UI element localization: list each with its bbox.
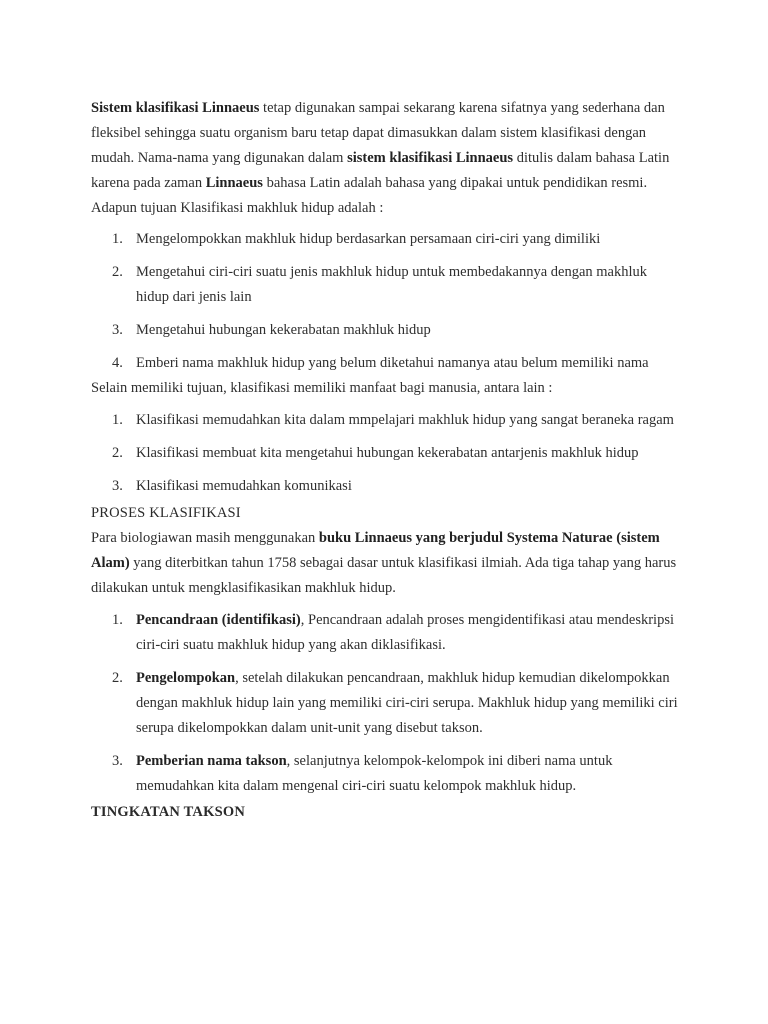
list-number: 2. xyxy=(112,445,123,461)
text-run: Klasifikasi memudahkan komunikasi xyxy=(136,478,352,494)
bold-text: Linnaeus xyxy=(205,175,263,191)
list-number: 3. xyxy=(112,322,123,338)
list-item xyxy=(91,408,683,433)
text-run: , selanjutnya kelompok-kelompok ini diberi nama untuk memudahkan kita dalam mengenal ciri-ciri suatu kelompok makhluk hidup. xyxy=(136,753,613,794)
list-number: 1. xyxy=(112,612,123,628)
list-number: 1. xyxy=(112,231,123,247)
text-run: Para biologiawan masih menggunakan xyxy=(91,530,319,546)
heading-tingkatan-takson: TINGKATAN TAKSON xyxy=(91,804,245,820)
bold-text: Sistem klasifikasi Linnaeus xyxy=(91,100,260,116)
list-item xyxy=(91,666,683,741)
list-item xyxy=(91,608,683,658)
text-run: Klasifikasi memudahkan kita dalam mmpelajari makhluk hidup yang sangat beraneka ragam xyxy=(136,412,674,428)
text-run: ditulis dalam bahasa Latin karena pada zaman xyxy=(91,150,670,191)
list-item xyxy=(91,474,683,499)
list-number: 3. xyxy=(112,753,123,769)
text-run: Mengetahui hubungan kekerabatan makhluk hidup xyxy=(136,322,431,338)
text-run: tetap digunakan sampai sekarang karena sifatnya yang sederhana dan fleksibel sehingga suatu organism baru tetap dapat dimasukkan dalam sistem klasifikasi dengan mudah. Nama-nama yang digunakan dalam xyxy=(91,100,665,166)
list-number: 2. xyxy=(112,670,123,686)
bold-text: buku Linnaeus yang berjudul Systema Naturae (sistem Alam) xyxy=(91,530,660,571)
text-run: , Pencandraan adalah proses mengidentifikasi atau mendeskripsi ciri-ciri suatu makhluk hidup yang akan diklasifikasi. xyxy=(136,612,675,653)
bold-text: Pemberian nama takson xyxy=(136,753,287,769)
intro-paragraph xyxy=(91,96,683,196)
text-run: Mengetahui ciri-ciri suatu jenis makhluk hidup untuk membedakannya dengan makhluk hidup dari jenis lain xyxy=(136,264,647,305)
manfaat-list xyxy=(91,408,683,499)
list-item xyxy=(91,260,683,310)
proses-list xyxy=(91,608,683,799)
document-content xyxy=(91,96,683,825)
tujuan-list xyxy=(91,227,683,376)
list-item xyxy=(91,318,683,343)
text-run: Klasifikasi membuat kita mengetahui hubungan kekerabatan antarjenis makhluk hidup xyxy=(136,445,639,461)
text-run: yang diterbitkan tahun 1758 sebagai dasar untuk klasifikasi ilmiah. Ada tiga tahap yang harus dilakukan untuk mengklasifikasikan makhluk hidup. xyxy=(91,555,677,596)
heading-proses-klasifikasi: PROSES KLASIFIKASI xyxy=(91,505,241,521)
list-number: 2. xyxy=(112,264,123,280)
list-item xyxy=(91,351,683,376)
manfaat-lead: Selain memiliki tujuan, klasifikasi memiliki manfaat bagi manusia, antara lain : xyxy=(91,380,553,396)
list-number: 1. xyxy=(112,412,123,428)
tujuan-lead: Adapun tujuan Klasifikasi makhluk hidup adalah : xyxy=(91,200,384,216)
bold-text: Pengelompokan xyxy=(136,670,236,686)
list-item xyxy=(91,441,683,466)
list-item xyxy=(91,227,683,252)
bold-text: sistem klasifikasi Linnaeus xyxy=(347,150,514,166)
list-number: 4. xyxy=(112,355,123,371)
text-run: Emberi nama makhluk hidup yang belum diketahui namanya atau belum memiliki nama xyxy=(136,355,649,371)
list-item xyxy=(91,749,683,799)
bold-text: Pencandraan (identifikasi) xyxy=(136,612,301,628)
proses-paragraph xyxy=(91,526,683,601)
list-number: 3. xyxy=(112,478,123,494)
text-run: bahasa Latin adalah bahasa yang dipakai untuk pendidikan resmi. xyxy=(262,175,648,191)
text-run: Mengelompokkan makhluk hidup berdasarkan persamaan ciri-ciri yang dimiliki xyxy=(136,231,601,247)
text-run: , setelah dilakukan pencandraan, makhluk hidup kemudian dikelompokkan dengan makhluk hidup lain yang memiliki ciri-ciri serupa. Makhluk hidup yang memiliki ciri serupa dikelompokkan dalam unit-unit yang disebut takson. xyxy=(136,670,678,736)
